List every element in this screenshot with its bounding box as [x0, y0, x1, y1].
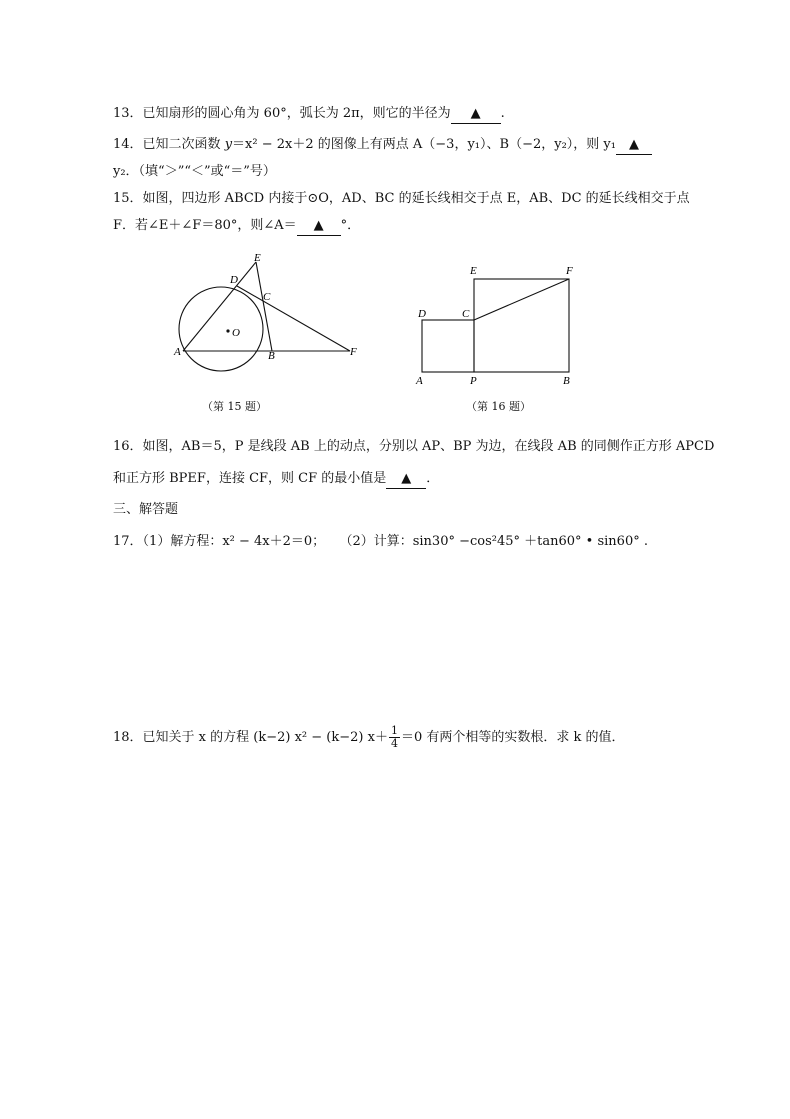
- fig15-caption: （第 15 题）: [202, 400, 267, 413]
- fig16-label-f: F: [566, 265, 573, 277]
- q15-line2b: °．: [340, 218, 361, 233]
- q14-answer-blank: ▲: [616, 136, 652, 155]
- q17-part2: （2）计算：sin30° −cos²45° ＋tan60° • sin60° .: [339, 534, 648, 549]
- q16-number: 16．: [113, 439, 143, 454]
- fig15-line-be: [256, 262, 272, 351]
- question-13: [113, 105, 505, 124]
- q17-number: 17．: [113, 534, 143, 549]
- q16-end: ．: [426, 471, 440, 486]
- q18-frac-den: 4: [390, 737, 398, 750]
- q15-line1: 如图，四边形 ABCD 内接于⊙O，AD、BC 的延长线相交于点 E，AB、DC 的延长线相交于点: [142, 191, 690, 206]
- fig16-line-cf: [474, 279, 569, 320]
- q18-number: 18．: [113, 730, 143, 745]
- q14-text3: ，则 y₁: [573, 137, 616, 152]
- q13-end: .: [500, 106, 505, 121]
- q16-line2a: 和正方形 BPEF，连接 CF，则 CF 的最小值是: [113, 471, 387, 486]
- q18-text1: 已知关于 x 的方程 (k−2) x² − (k−2) x＋: [142, 730, 388, 745]
- q14-text1: 已知二次函数: [142, 137, 225, 152]
- fig15-label-c: C: [263, 291, 271, 303]
- section-3-title: 三、解答题: [113, 502, 179, 517]
- q13-answer-blank: ▲: [451, 105, 501, 124]
- q18-fraction: [389, 725, 400, 750]
- fig15-label-a: A: [174, 346, 181, 358]
- question-18: [113, 725, 625, 750]
- question-14: [113, 136, 652, 155]
- fig16-label-a: A: [416, 375, 423, 387]
- q14-line2: y₂．（填“＞”“＜”或“＝”号）: [113, 164, 276, 179]
- question-15: [113, 190, 690, 208]
- q14-sep: 、: [486, 137, 500, 152]
- q16-line1: 如图，AB＝5，P 是线段 AB 上的动点，分别以 AP、BP 为边，在线段 AB 的同侧作正方形 APCD: [142, 439, 715, 454]
- q14-number: 14．: [113, 137, 143, 152]
- q18-text2: ＝0 有两个相等的实数根．求 k 的值．: [400, 730, 625, 745]
- fig16-label-b: B: [563, 375, 570, 387]
- q14-func-rest: ＝x² − 2x＋2: [232, 137, 314, 152]
- fig15-line-df: [237, 286, 350, 351]
- fig16-label-p: P: [470, 375, 477, 387]
- q17-part1: （1）解方程：x² − 4x＋2＝0；: [142, 534, 326, 549]
- q14-func-y: y: [224, 137, 233, 152]
- fig15-label-d: D: [230, 274, 238, 286]
- fig15-center-dot: [226, 329, 229, 332]
- q13-text: 已知扇形的圆心角为 60°，弧长为 2π，则它的半径为: [142, 106, 451, 121]
- fig16-label-c: C: [462, 308, 470, 320]
- fig15-label-f: F: [350, 346, 357, 358]
- fig15-label-o: O: [232, 327, 240, 339]
- question-16: [113, 438, 714, 456]
- question-14-line2: [113, 163, 276, 181]
- fig16-caption: （第 16 题）: [466, 400, 531, 413]
- fig16-label-e: E: [470, 265, 477, 277]
- fig16-label-d: D: [418, 308, 426, 320]
- q18-frac-num: 1: [390, 724, 398, 737]
- question-15-line2: [113, 217, 360, 236]
- question-17: [113, 533, 648, 551]
- q16-answer-blank: ▲: [386, 470, 426, 489]
- fig15-circle: [179, 287, 263, 371]
- figure-16: [412, 262, 582, 392]
- fig15-label-e: E: [254, 252, 261, 264]
- fig15-line-ae: [183, 262, 256, 351]
- q15-answer-blank: ▲: [297, 217, 341, 236]
- q15-line2a: F．若∠E＋∠F＝80°，则∠A＝: [113, 218, 297, 233]
- fig16-square-apcd: [422, 320, 474, 372]
- q13-number: 13．: [113, 106, 143, 121]
- q14-text2: 的图像上有两点: [313, 137, 413, 152]
- figure-15: [170, 248, 370, 388]
- q14-point-b: B（−2，y₂）: [499, 137, 574, 152]
- q14-point-a: A（−3，y₁）: [412, 137, 487, 152]
- fig16-square-bpef: [474, 279, 569, 372]
- fig15-label-b: B: [268, 350, 275, 362]
- question-16-line2: [113, 470, 439, 489]
- q15-number: 15．: [113, 191, 143, 206]
